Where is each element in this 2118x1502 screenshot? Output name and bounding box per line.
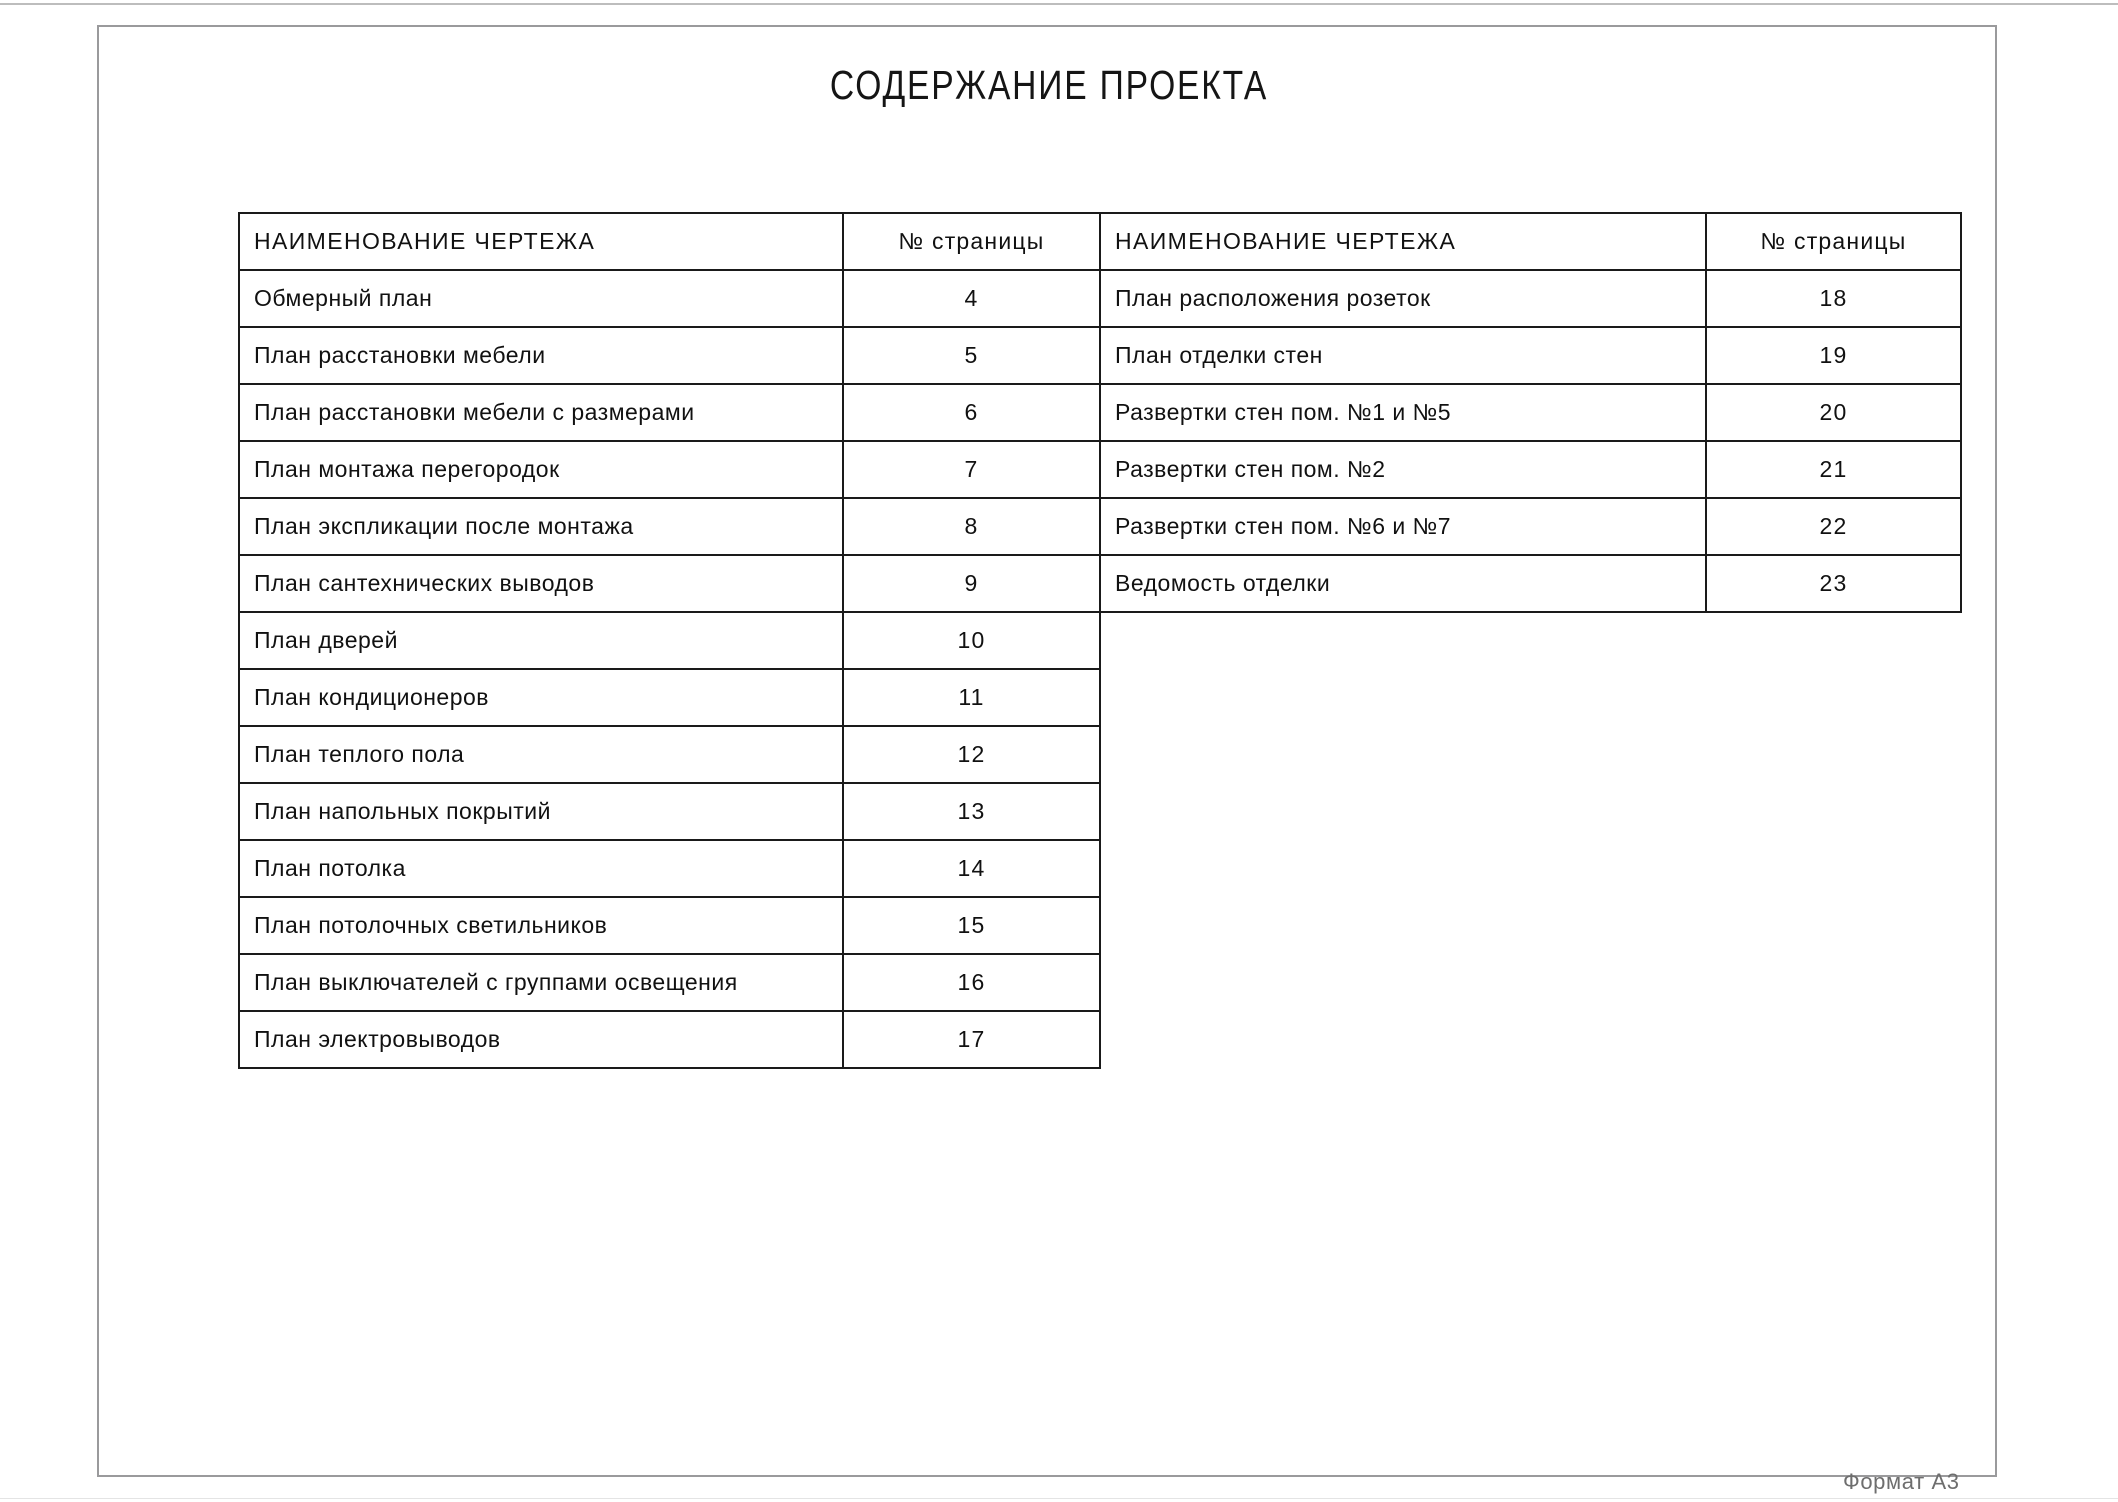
drawing-name-cell: План потолка bbox=[239, 840, 843, 897]
drawing-name-cell: План расстановки мебели с размерами bbox=[239, 384, 843, 441]
table-row[interactable] bbox=[239, 612, 1100, 669]
table-row[interactable] bbox=[1100, 498, 1961, 555]
page-number-cell: 7 bbox=[843, 441, 1100, 498]
drawing-name-cell: Развертки стен пом. №6 и №7 bbox=[1100, 498, 1706, 555]
contents-table-left bbox=[238, 212, 1101, 1069]
table-row[interactable] bbox=[239, 726, 1100, 783]
table-header-row bbox=[239, 213, 1100, 270]
page-number-cell: 23 bbox=[1706, 555, 1961, 612]
sheet-format-label: Формат А3 bbox=[1843, 1469, 1960, 1494]
page-number-cell: 5 bbox=[843, 327, 1100, 384]
page-title: СОДЕРЖАНИЕ ПРОЕКТА bbox=[829, 62, 1269, 108]
table-row[interactable] bbox=[239, 384, 1100, 441]
column-header-page-number: № страницы bbox=[1706, 213, 1961, 270]
drawing-name-cell: План кондиционеров bbox=[239, 669, 843, 726]
drawing-name-cell: Ведомость отделки bbox=[1100, 555, 1706, 612]
page-number-cell: 6 bbox=[843, 384, 1100, 441]
drawing-name-cell: План монтажа перегородок bbox=[239, 441, 843, 498]
table-row[interactable] bbox=[1100, 270, 1961, 327]
table-row[interactable] bbox=[239, 270, 1100, 327]
column-header-drawing-name: НАИМЕНОВАНИЕ ЧЕРТЕЖА bbox=[1100, 213, 1706, 270]
table-row[interactable] bbox=[239, 498, 1100, 555]
page-number-cell: 20 bbox=[1706, 384, 1961, 441]
drawing-name-cell: План электровыводов bbox=[239, 1011, 843, 1068]
drawing-name-cell: План отделки стен bbox=[1100, 327, 1706, 384]
viewport-bottom-rule bbox=[0, 1498, 2118, 1499]
table-row[interactable] bbox=[239, 954, 1100, 1011]
drawing-name-cell: План расположения розеток bbox=[1100, 270, 1706, 327]
table-row[interactable] bbox=[239, 840, 1100, 897]
table-row[interactable] bbox=[239, 783, 1100, 840]
table-row[interactable] bbox=[1100, 441, 1961, 498]
drawing-name-cell: План потолочных светильников bbox=[239, 897, 843, 954]
page-number-cell: 18 bbox=[1706, 270, 1961, 327]
page-number-cell: 8 bbox=[843, 498, 1100, 555]
table-row[interactable] bbox=[1100, 327, 1961, 384]
drawing-name-cell: План расстановки мебели bbox=[239, 327, 843, 384]
table-header-row bbox=[1100, 213, 1961, 270]
page-number-cell: 16 bbox=[843, 954, 1100, 1011]
page-number-cell: 14 bbox=[843, 840, 1100, 897]
table-row[interactable] bbox=[239, 1011, 1100, 1068]
column-header-drawing-name: НАИМЕНОВАНИЕ ЧЕРТЕЖА bbox=[239, 213, 843, 270]
column-header-page-number: № страницы bbox=[843, 213, 1100, 270]
page-number-cell: 11 bbox=[843, 669, 1100, 726]
table-row[interactable] bbox=[239, 327, 1100, 384]
table-row[interactable] bbox=[239, 897, 1100, 954]
drawing-name-cell: План сантехнических выводов bbox=[239, 555, 843, 612]
table-row[interactable] bbox=[1100, 384, 1961, 441]
drawing-sheet-frame bbox=[97, 25, 1997, 1477]
table-row[interactable] bbox=[1100, 555, 1961, 612]
contents-table-left-body bbox=[239, 270, 1100, 1068]
drawing-name-cell: План напольных покрытий bbox=[239, 783, 843, 840]
page-number-cell: 22 bbox=[1706, 498, 1961, 555]
drawing-name-cell: План выключателей с группами освещения bbox=[239, 954, 843, 1011]
drawing-name-cell: План теплого пола bbox=[239, 726, 843, 783]
page-number-cell: 19 bbox=[1706, 327, 1961, 384]
page-number-cell: 10 bbox=[843, 612, 1100, 669]
table-row[interactable] bbox=[239, 669, 1100, 726]
contents-table-right-body bbox=[1100, 270, 1961, 612]
drawing-name-cell: План экспликации после монтажа bbox=[239, 498, 843, 555]
page-number-cell: 13 bbox=[843, 783, 1100, 840]
page-number-cell: 12 bbox=[843, 726, 1100, 783]
drawing-name-cell: Обмерный план bbox=[239, 270, 843, 327]
page-number-cell: 17 bbox=[843, 1011, 1100, 1068]
drawing-name-cell: План дверей bbox=[239, 612, 843, 669]
drawing-name-cell: Развертки стен пом. №1 и №5 bbox=[1100, 384, 1706, 441]
page-number-cell: 4 bbox=[843, 270, 1100, 327]
page-number-cell: 15 bbox=[843, 897, 1100, 954]
page-number-cell: 9 bbox=[843, 555, 1100, 612]
table-row[interactable] bbox=[239, 441, 1100, 498]
contents-tables-area bbox=[238, 212, 1962, 1069]
drawing-name-cell: Развертки стен пом. №2 bbox=[1100, 441, 1706, 498]
contents-table-right bbox=[1099, 212, 1962, 613]
table-row[interactable] bbox=[239, 555, 1100, 612]
viewport-top-rule bbox=[0, 3, 2118, 5]
page-number-cell: 21 bbox=[1706, 441, 1961, 498]
